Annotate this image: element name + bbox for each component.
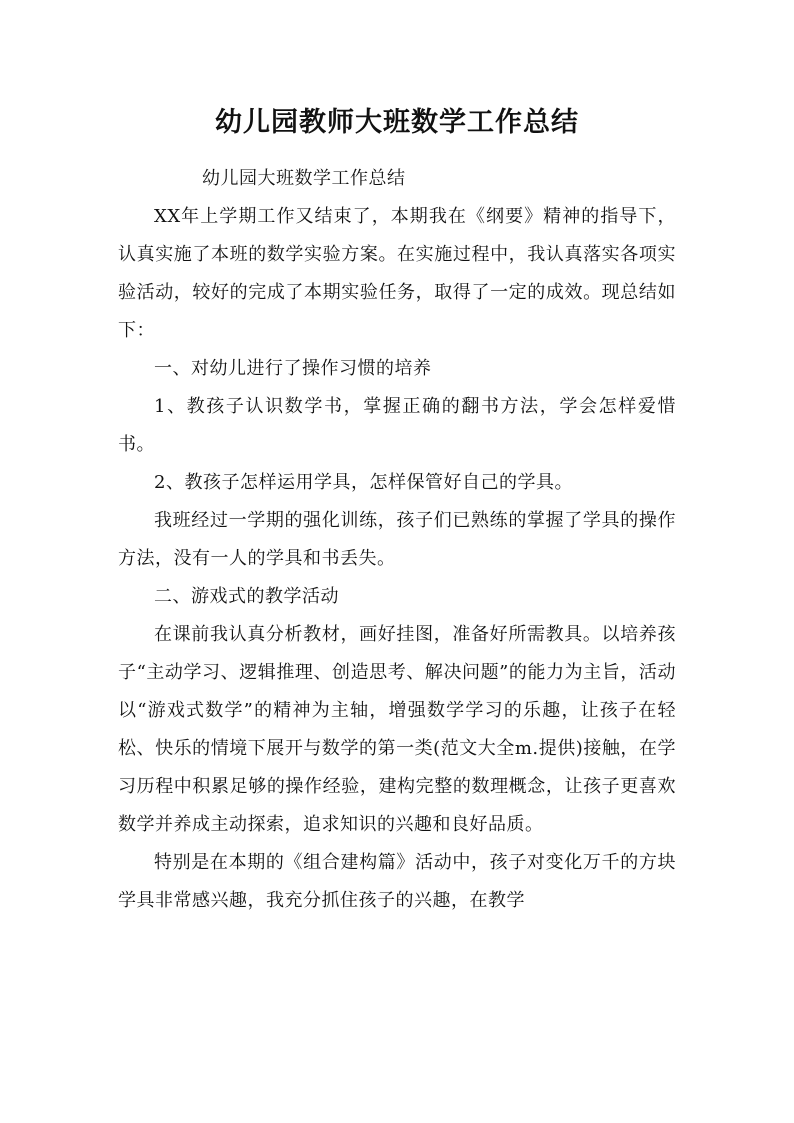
paragraph-item-2: 2、教孩子怎样运用学具，怎样保管好自己的学具。 <box>154 472 573 493</box>
section-heading-operation-habits: 一、对幼儿进行了操作习惯的培养 <box>154 358 432 379</box>
document-body <box>118 160 676 920</box>
paragraph-item-1: 1、教孩子认识数学书，掌握正确的翻书方法，学会怎样爱惜书。 <box>118 396 676 455</box>
paragraph-combination-construction: 特别是在本期的《组合建构篇》活动中，孩子对变化万千的方块学具非常感兴趣，我充分抓住孩子的兴趣，在教学 <box>118 852 676 911</box>
paragraph-intro: XX年上学期工作又结束了，本期我在《纲要》精神的指导下，认真实施了本班的数学实验方案。在实施过程中，我认真落实各项实验活动，较好的完成了本期实验任务，取得了一定的成效。现总结如下： <box>118 206 676 341</box>
document-subtitle: 幼儿园大班数学工作总结 <box>202 168 406 189</box>
paragraph-game-teaching: 在课前我认真分析教材，画好挂图，准备好所需教具。以培养孩子“主动学习、逻辑推理、创造思考、解决问题”的能力为主旨，活动以“游戏式数学”的精神为主轴，增强数学学习的乐趣，让孩子在轻松、快乐的情境下展开与数学的第一类(范文大全m.提供)接触，在学习历程中积累足够的操作经验，建构完整的数理概念，让孩子更喜欢数学并养成主动探索，追求知识的兴趣和良好品质。 <box>118 624 676 835</box>
paragraph-training-result: 我班经过一学期的强化训练，孩子们已熟练的掌握了学具的操作方法，没有一人的学具和书丢失。 <box>118 510 676 569</box>
document-title: 幼儿园教师大班数学工作总结 <box>215 107 579 138</box>
section-heading-game-teaching: 二、游戏式的教学活动 <box>154 586 339 607</box>
